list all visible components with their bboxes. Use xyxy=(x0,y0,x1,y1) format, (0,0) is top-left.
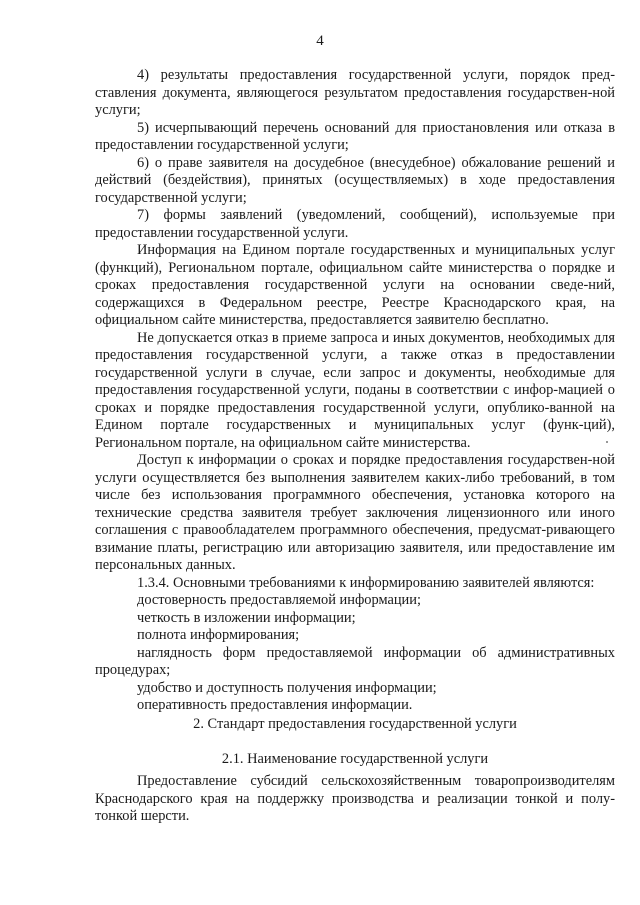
paragraph: 6) о праве заявителя на досудебное (внесудебное) обжалование решений и действий (бездействия), принятых (осуществляемых) в ходе предоставления государственной услуги; xyxy=(95,154,615,206)
list-item: оперативность предоставления информации. xyxy=(137,697,413,713)
list-item: полнота информирования; xyxy=(137,627,300,643)
paragraph: 4) результаты предоставления государственной услуги, порядок пред-ставления документа, являющегося результатом предоставления государствен-ной услуги; xyxy=(95,67,615,118)
body-text xyxy=(95,67,615,715)
paragraph: Информация на Едином портале государственных и муниципальных услуг (функций), Региональном портале, официальном сайте министерства о порядке и сроках предоставления государственной услуги на основании сведе-ний, содержащихся в Федеральном реестре, Реестре Краснодарского края, на официальном сайте министерства, предоставляется заявителю бесплатно. xyxy=(95,242,615,328)
final-paragraph: Предоставление субсидий сельскохозяйственным товаропроизводителям Краснодарского края на поддержку производства и реализации тонкой и полу-тонкой шерсти. xyxy=(95,773,615,824)
page-number: 4 xyxy=(316,33,324,49)
paragraph: Не допускается отказ в приеме запроса и иных документов, необходимых для предоставления государственной услуги, а также отказ в предоставлении государственной услуги в случае, если запрос и документы, необходимые для предоставления государственной услуги, поданы в соответствии с инфор-мацией о сроках и порядке предоставления государственной услуги, опублико-ванной на Едином портале государственных и муниципальных услуг (функ-ций), Региональном портале, на официальном сайте министерства. xyxy=(95,329,615,451)
paragraph: 7) формы заявлений (уведомлений, сообщений), используемые при предоставлении государственной услуги. xyxy=(95,207,615,241)
list-item: четкость в изложении информации; xyxy=(137,609,356,626)
paragraph: 5) исчерпывающий перечень оснований для приостановления или отказа в предоставлении государственной услуги; xyxy=(95,119,615,153)
list-item: наглядность форм предоставляемой информации об административных процедурах; xyxy=(95,644,615,678)
paragraph: Доступ к информации о сроках и порядке предоставления государствен-ной услуги осуществляется без выполнения заявителем каких-либо требований, в том числе без использования программного обеспечения, установка которого на технические средства заявителя требует заключения лицензионного или иного соглашения с правообладателем программного обеспечения, предусмат-ривающего взимание платы, регистрацию или авторизацию заявителя, или предоставление им персональных данных. xyxy=(95,452,615,573)
list-item: достоверность предоставляемой информации; xyxy=(137,592,421,608)
list-item: удобство и доступность получения информации; xyxy=(137,679,437,696)
paragraph: 1.3.4. Основными требованиями к информированию заявителей являются: xyxy=(137,574,595,591)
section-heading: 2. Стандарт предоставления государственной услуги xyxy=(193,716,517,732)
scan-speck xyxy=(606,441,608,443)
subsection-heading: 2.1. Наименование государственной услуги xyxy=(221,751,489,767)
